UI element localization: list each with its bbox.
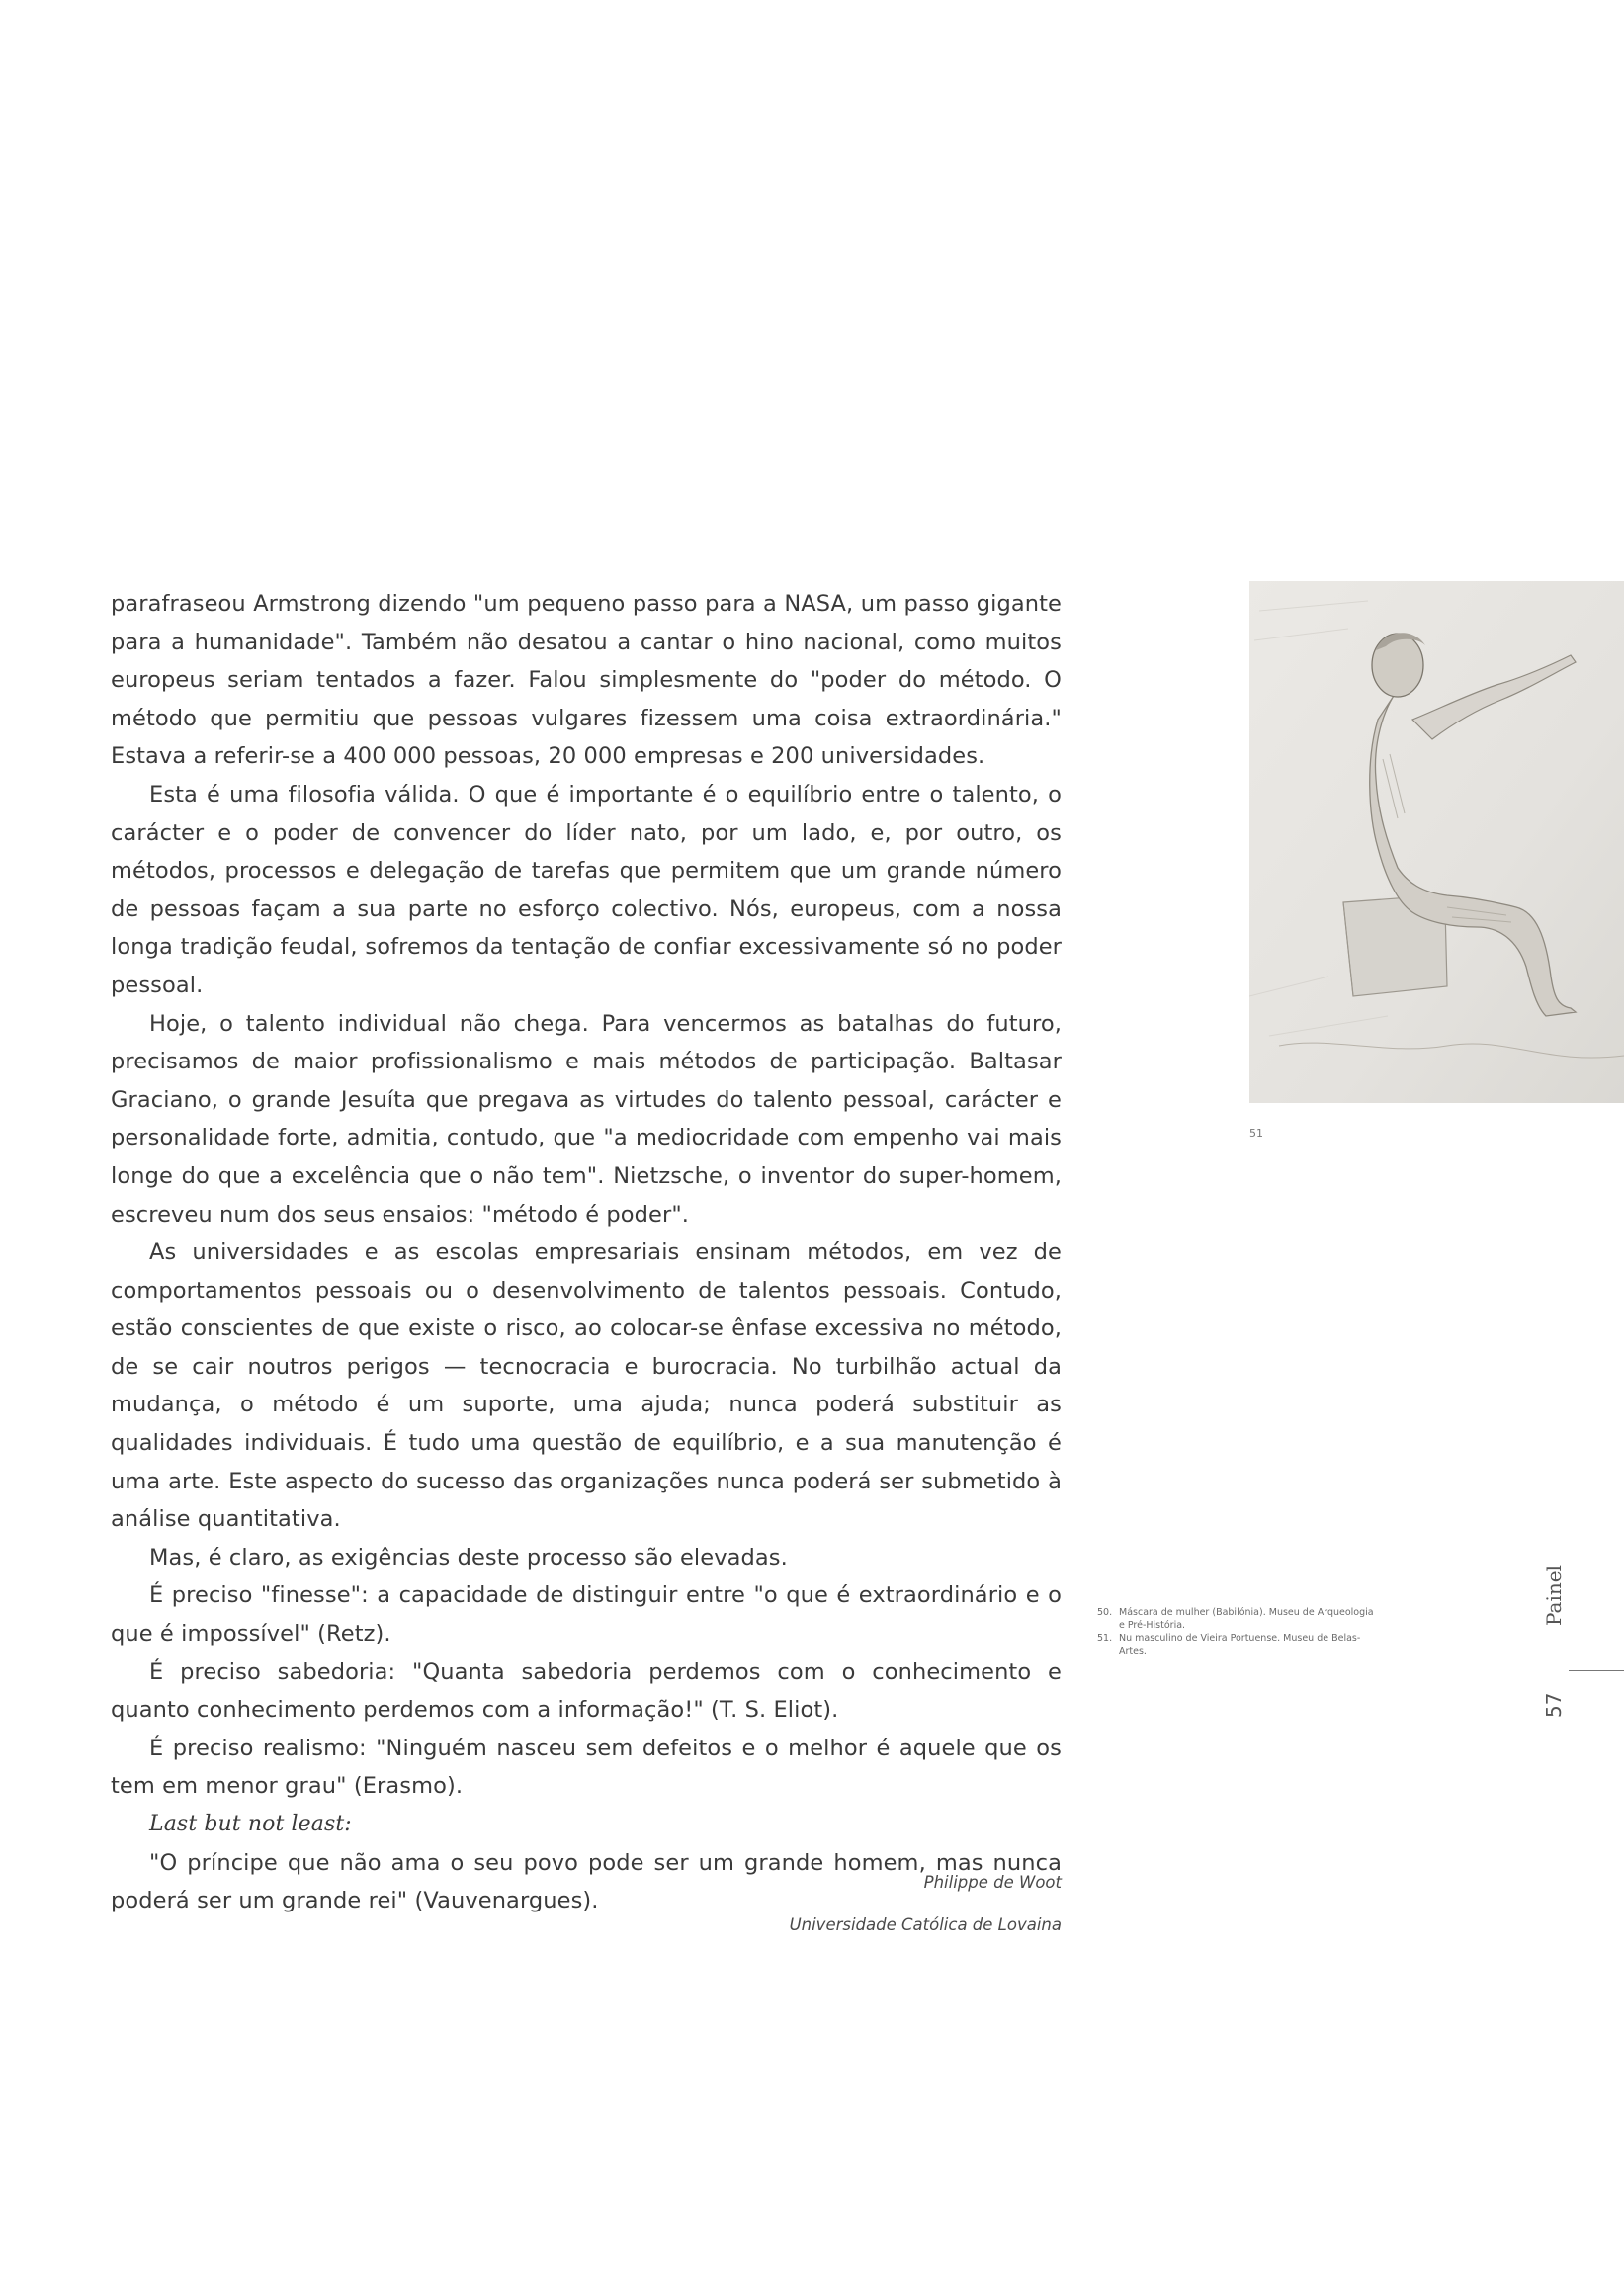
- section-title: Painel: [1542, 1565, 1566, 1626]
- paragraph: Esta é uma filosofia válida. O que é importante é o equilíbrio entre o talento, o carácter e o poder de convencer do líder nato, por um lado, e, por outro, os métodos, processos e delegação de tarefas que permitem que um grande número de pessoas façam a sua parte no esforço colectivo. Nós, europeus, com a nossa longa tradição feudal, sofremos da tentação de confiar excessivamente só no poder pessoal.: [111, 781, 1062, 998]
- paragraph: Hoje, o talento individual não chega. Para vencermos as batalhas do futuro, precisamos de maior profissionalismo e mais métodos de participação. Baltasar Graciano, o grande Jesuíta que pregava as virtudes do talento pessoal, carácter e personalidade forte, admitia, contudo, que "a mediocridade com empenho vai mais longe do que a excelência que o não tem". Nietzsche, o inventor do super-homem, escreveu num dos seus ensaios: "método é poder".: [111, 1010, 1062, 1228]
- paragraph: As universidades e as escolas empresariais ensinam métodos, em vez de comportamentos pessoais ou o desenvolvimento de talentos pessoais. Contudo, estão conscientes de que existe o risco, ao colocar-se ênfase excessiva no método, de se cair noutros perigos — tecnocracia e burocracia. No turbilhão actual da mudança, o método é um suporte, uma ajuda; nunca poderá substituir as qualidades individuais. É tudo uma questão de equilíbrio, e a sua manutenção é uma arte. Este aspecto do sucesso das organizações nunca poderá ser submetido à análise quantitativa.: [111, 1239, 1062, 1533]
- paragraph: parafraseou Armstrong dizendo "um pequeno passo para a NASA, um passo gigante para a humanidade". Também não desatou a cantar o hino nacional, como muitos europeus seriam tentados a fazer. Falou simplesmente do "poder do método. O método que permitiu que pessoas vulgares fizessem uma coisa extraordinária." Estava a referir-se a 400 000 pessoas, 20 000 empresas e 200 universidades.: [111, 591, 1062, 770]
- paragraph-last-but-not-least: Last but not least:: [149, 1812, 352, 1836]
- caption-item: [1097, 1632, 1394, 1657]
- folio-divider: [1569, 1670, 1624, 1671]
- caption-text: Máscara de mulher (Babilónia). Museu de Arqueologia e Pré-História.: [1119, 1607, 1374, 1631]
- caption-item: [1097, 1606, 1394, 1632]
- paragraph: Mas, é claro, as exigências deste processo são elevadas.: [149, 1544, 788, 1571]
- paragraph: É preciso realismo: "Ninguém nasceu sem defeitos e o melhor é aquele que os tem em menor grau" (Erasmo).: [111, 1735, 1062, 1800]
- article-body: [111, 585, 1062, 1920]
- paragraph: "O príncipe que não ama o seu povo pode ser um grande homem, mas nunca poderá ser um grande rei" (Vauvenargues).: [111, 1849, 1062, 1914]
- figure-number: 51: [1249, 1127, 1263, 1140]
- author-name: Philippe de Woot: [923, 1873, 1062, 1892]
- page-folio: [1542, 1565, 1624, 1740]
- figure-drawing: [1249, 581, 1624, 1103]
- paragraph: É preciso "finesse": a capacidade de distinguir entre "o que é extraordinário e o que é impossível" (Retz).: [111, 1582, 1062, 1648]
- caption-number: 50.: [1097, 1607, 1113, 1618]
- caption-text: Nu masculino de Vieira Portuense. Museu de Belas-Artes.: [1119, 1633, 1361, 1656]
- page-number: 57: [1542, 1692, 1566, 1718]
- caption-number: 51.: [1097, 1633, 1113, 1644]
- figure-captions: [1097, 1606, 1394, 1657]
- author-institution: Universidade Católica de Lovaina: [789, 1915, 1062, 1934]
- nude-figure-drawing-image: [1249, 581, 1624, 1103]
- paragraph: É preciso sabedoria: "Quanta sabedoria perdemos com o conhecimento e quanto conhecimento perdemos com a informação!" (T. S. Eliot).: [111, 1658, 1062, 1724]
